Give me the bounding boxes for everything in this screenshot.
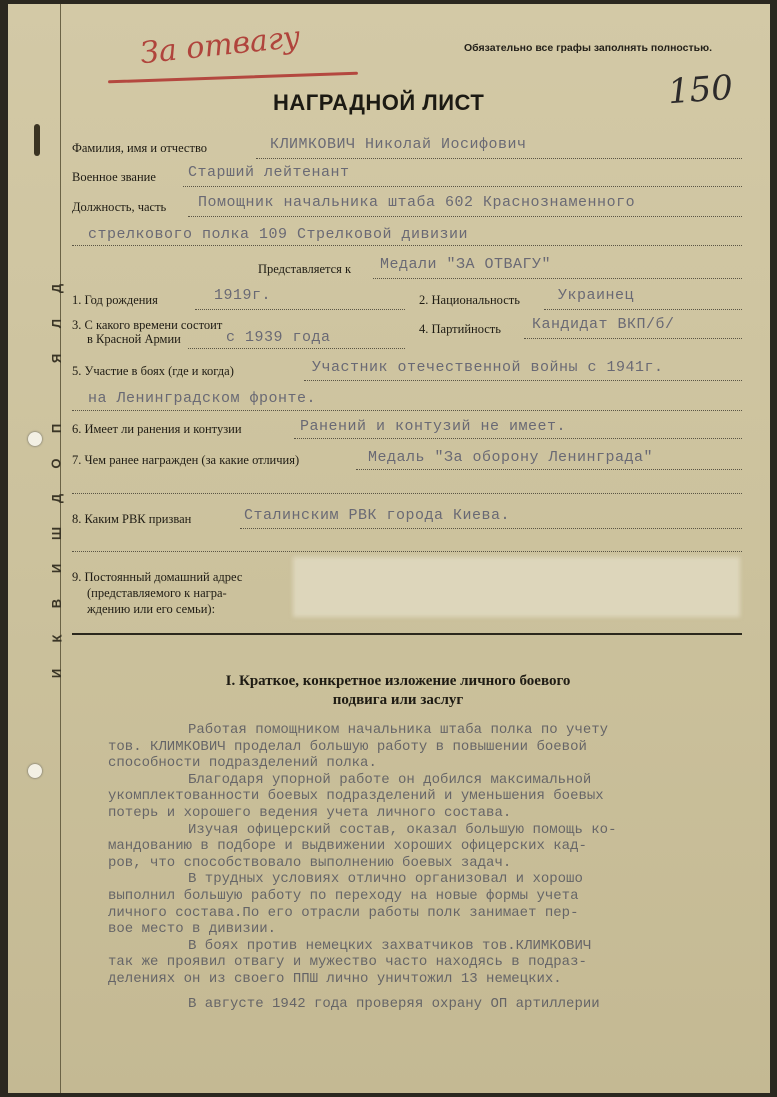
section-title-line-2: подвига или заслуг	[332, 692, 464, 708]
rvk-label: 8. Каким РВК призван	[72, 512, 192, 526]
position-line	[188, 216, 742, 217]
red-underline	[108, 72, 358, 84]
citation-line: Благодаря упорной работе он добился максимальной	[188, 771, 592, 788]
battles-label: 5. Участие в боях (где и когда)	[72, 364, 234, 378]
party-value: Кандидат ВКП/б/	[532, 316, 675, 333]
citation-line: способности подразделений полка.	[108, 755, 377, 772]
birth-line	[195, 309, 405, 310]
nationality-line	[544, 309, 742, 310]
section-title	[188, 672, 608, 710]
citation-line: выполнил большую работу по переходу на новые формы учета	[108, 887, 579, 904]
section-title-line-1: I. Краткое, конкретное изложение личного боевого	[225, 673, 571, 689]
citation-line: Изучая офицерский состав, оказал большую помощь ко-	[188, 821, 617, 838]
citation-line: потерь и хорошего ведения учета личного состава.	[108, 804, 512, 821]
battles-line	[304, 380, 742, 381]
citation-line: так же проявил отвагу и мужество часто находясь в подраз-	[108, 954, 587, 971]
birth-value: 1919г.	[214, 287, 272, 304]
awards-line-2	[72, 493, 742, 494]
citation-text	[108, 722, 753, 1012]
since-line	[188, 348, 405, 349]
rank-label: Военное звание	[72, 170, 156, 184]
name-value: КЛИМКОВИЧ Николай Иосифович	[270, 136, 527, 153]
rvk-value: Сталинским РВК города Киева.	[244, 507, 511, 524]
document-title: НАГРАДНОЙ ЛИСТ	[273, 90, 485, 115]
citation-line: В боях против немецких захватчиков тов.КЛИМКОВИЧ	[188, 937, 592, 954]
nationality-value: Украинец	[558, 287, 635, 304]
since-value: с 1939 года	[226, 329, 331, 346]
since-label-2: в Красной Армии	[87, 332, 181, 346]
rvk-line-2	[72, 551, 742, 552]
citation-line: Работая помощником начальника штаба полка по учету	[188, 722, 609, 738]
name-label: Фамилия, имя и отчество	[72, 141, 208, 155]
top-note: Обязательно все графы заполнять полностью.	[464, 42, 713, 54]
presented-label: Представляется к	[258, 262, 352, 276]
citation-line: тов. КЛИМКОВИЧ проделал большую работу в повышении боевой	[108, 738, 587, 755]
position-value-2: стрелкового полка 109 Стрелковой дивизии	[88, 226, 469, 243]
battles-line-2	[72, 410, 742, 411]
address-label-3: ждению или его семьи):	[87, 602, 216, 616]
side-text: Д Л Я П О Д Ш И В К И	[49, 283, 65, 679]
party-line	[524, 338, 742, 339]
position-value-1: Помощник начальника штаба 602 Краснознаменного	[198, 194, 636, 211]
citation-line: укомплектованности боевых подразделений и уменьшения боевых	[108, 788, 604, 805]
name-line	[256, 158, 742, 159]
presented-line	[373, 278, 742, 279]
nationality-label: 2. Национальность	[419, 293, 520, 307]
citation-line: вое место в дивизии.	[108, 921, 277, 938]
rank-line	[183, 186, 742, 187]
awards-value: Медаль "За оборону Ленинграда"	[368, 449, 654, 466]
awards-label: 7. Чем ранее награжден (за какие отличия)	[72, 453, 300, 467]
punch-hole	[28, 764, 42, 778]
battles-value-1: Участник отечественной войны с 1941г.	[312, 359, 664, 376]
address-label-2: (представляемого к награ-	[87, 586, 227, 600]
birth-label: 1. Год рождения	[72, 293, 158, 307]
battles-value-2: на Ленинградском фронте.	[88, 390, 317, 407]
citation-line: В трудных условиях отлично организовал и хорошо	[188, 871, 583, 888]
wounds-line	[294, 438, 742, 439]
citation-line: делениях он из своего ППШ лично уничтожил 13 немецких.	[108, 970, 562, 987]
since-label-1: 3. С какого времени состоит	[72, 318, 223, 332]
citation-line: В августе 1942 года проверяя охрану ОП артиллерии	[188, 995, 600, 1012]
wounds-value: Ранений и контузий не имеет.	[300, 418, 567, 435]
rvk-line	[240, 528, 742, 529]
award-sheet	[8, 4, 770, 1093]
citation-line: личного состава.По его отрасли работы полк занимает пер-	[108, 904, 579, 921]
handwritten-award: За отвагу	[138, 19, 302, 72]
handwritten-number: 150	[666, 67, 735, 113]
party-label: 4. Партийность	[419, 322, 501, 336]
wounds-label: 6. Имеет ли ранения и контузии	[72, 422, 242, 436]
rank-value: Старший лейтенант	[188, 164, 350, 181]
awards-line	[356, 469, 742, 470]
punch-hole	[28, 432, 42, 446]
presented-value: Медали "ЗА ОТВАГУ"	[380, 256, 552, 273]
redacted-address	[293, 557, 740, 617]
address-label-1: 9. Постоянный домашний адрес	[72, 570, 243, 584]
staple-mark	[34, 124, 40, 156]
position-label: Должность, часть	[72, 200, 167, 214]
citation-line: мандованию в подборе и выдвижении хороших офицерских кад-	[108, 838, 587, 855]
section-divider	[72, 633, 742, 635]
citation-line: ров, что способствовало выполнению боевых задач.	[108, 854, 512, 871]
position-line-2	[72, 245, 742, 246]
